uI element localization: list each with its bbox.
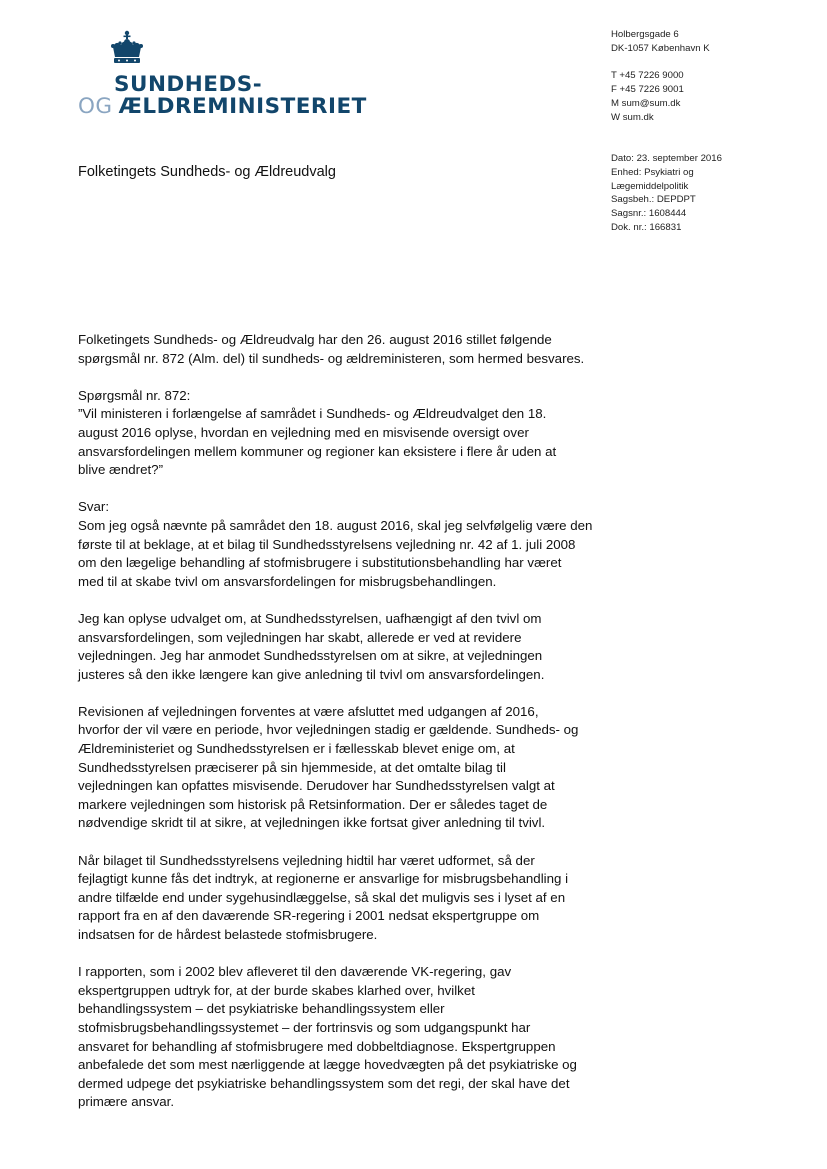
logo-line1: SUNDHEDS- (114, 72, 263, 97)
text-line: Svar: (78, 499, 110, 515)
text-line: justeres så den ikke længere kan give anledning til tvivl om ansvarsfordelingen. (78, 666, 545, 682)
meta-unit-cont: Lægemiddelpolitik (611, 180, 689, 192)
paragraph-background (78, 852, 578, 945)
text-line: primære ansvar. (78, 1094, 175, 1110)
text-line: Folketingets Sundheds- og Ældreudvalg har den 26. august 2016 stillet følgende (78, 332, 552, 347)
text-line: Jeg kan oplyse udvalget om, at Sundhedsstyrelsen, uafhængigt af den tvivl om (78, 610, 542, 626)
text-line: vejledningen kan opfattes misvisende. Derudover har Sundhedsstyrelsen valgt at (78, 778, 555, 794)
recipient: Folketingets Sundheds- og Ældreudvalg (78, 164, 336, 180)
meta-document-number: Dok. nr.: 166831 (611, 221, 682, 233)
text-line: spørgsmål nr. 872 (Alm. del) til sundheds- og ældreministeren, som hermed besvares. (78, 350, 585, 366)
text-line: rapport fra en af den daværende SR-regering i 2001 nedsat ekspertgruppe om (78, 908, 540, 924)
text-line: ekspertgruppen udtryk for, at der burde skabes klarhed over, hvilket (78, 982, 475, 998)
text-line: Revisionen af vejledningen forventes at være afsluttet med udgangen af 2016, (78, 703, 539, 719)
text-line: august 2016 oplyse, hvordan en vejledning med en misvisende oversigt over (78, 424, 529, 440)
text-line: I rapporten, som i 2002 blev afleveret til den daværende VK-regering, gav (78, 964, 512, 980)
text-line: hvorfor der vil være en periode, hvor vejledningen stadig er gældende. Sundheds- og (78, 722, 579, 738)
paragraph-revision-timeline (78, 703, 578, 833)
address-street: Holbergsgade 6 (611, 29, 679, 40)
text-line: Ældreministeriet og Sundhedsstyrelsen er i fællesskab blevet enige om, at (78, 741, 515, 757)
text-line: fejlagtigt kunne fås det indtryk, at regionerne er ansvarlige for misbrugsbehandling i (78, 871, 569, 887)
text-line: ansvarsfordelingen, som vejledningen har skabt, allerede er ved at revidere (78, 629, 522, 645)
text-line: andre tilfælde end under sygehusindlæggelse, så skal det muligvis ses i lyset af en (78, 889, 566, 905)
text-line: stofmisbrugsbehandlingssystemet – der fortrinsvis og som udgangspunkt har (78, 1019, 531, 1035)
text-line: Som jeg også nævnte på samrådet den 18. august 2016, skal jeg selvfølgelig være den (78, 517, 593, 533)
paragraph-answer (78, 498, 593, 591)
crown-icon (107, 30, 147, 70)
phone-number: T +45 7226 9000 (611, 70, 684, 82)
paragraph-revision-info (78, 610, 578, 684)
text-line: første til at beklage, at et bilag til Sundhedsstyrelsens vejledning nr. 42 af 1. juli 2008 (78, 536, 576, 552)
meta-date: Dato: 23. september 2016 (611, 153, 722, 164)
paragraph-question (78, 387, 578, 480)
logo-line2 (78, 94, 367, 119)
contact-block (611, 28, 710, 125)
email-address: M sum@sum.dk (611, 97, 681, 109)
fax-number: F +45 7226 9001 (611, 84, 684, 96)
text-line: indsatsen for de hårdest belastede stofmisbrugere. (78, 927, 378, 942)
meta-unit: Enhed: Psykiatri og (611, 166, 694, 178)
text-line: om den lægelige behandling af stofmisbrugere i substitutionsbehandling har været (78, 555, 562, 571)
website: W sum.dk (611, 111, 654, 123)
text-line: Sundhedsstyrelsen præciserer på sin hjemmeside, at det omtalte bilag til (78, 759, 506, 775)
text-line: Spørgsmål nr. 872: (78, 387, 191, 403)
text-line: dermed udpege det psykiatriske behandlingssystem som det regi, der skal have det (78, 1075, 570, 1091)
text-line: ansvarsfordelingen mellem kommuner og regioner kan eksistere i flere år uden at (78, 443, 557, 459)
ministry-logo (78, 30, 378, 130)
text-line: ”Vil ministeren i forlængelse af samrådet i Sundheds- og Ældreudvalget den 18. (78, 406, 547, 422)
logo-ministry-name: ÆLDREMINISTERIET (118, 94, 367, 119)
text-line: anbefalede det som mest nærliggende at lægge hovedvægten på det psykiatriske og (78, 1057, 577, 1073)
meta-caseworker: Sagsbeh.: DEPDPT (611, 194, 696, 206)
logo-og: OG (78, 94, 113, 119)
text-line: behandlingssystem – det psykiatriske behandlingssystem eller (78, 1001, 445, 1017)
address-city: DK-1057 København K (611, 42, 710, 54)
text-line: blive ændret?” (78, 462, 163, 478)
document-meta (611, 152, 722, 235)
text-line: vejledningen. Jeg har anmodet Sundhedsstyrelsen om at sikre, at vejledningen (78, 648, 543, 664)
text-line: markere vejledningen som historisk på Retsinformation. Der er således taget de (78, 796, 548, 812)
paragraph-intro (78, 331, 585, 368)
letter-body (78, 331, 593, 1131)
text-line: Når bilaget til Sundhedsstyrelsens vejledning hidtil har været udformet, så der (78, 852, 535, 868)
text-line: ansvaret for behandling af stofmisbrugere med dobbeltdiagnose. Ekspertgruppen (78, 1038, 556, 1054)
paragraph-report (78, 963, 578, 1112)
text-line: nødvendige skridt til at sikre, at vejledningen ikke fortsat giver anledning til tvivl. (78, 815, 546, 831)
meta-case-number: Sagsnr.: 1608444 (611, 208, 687, 220)
text-line: med til at skabe tvivl om ansvarsfordelingen for misbrugsbehandlingen. (78, 573, 497, 589)
